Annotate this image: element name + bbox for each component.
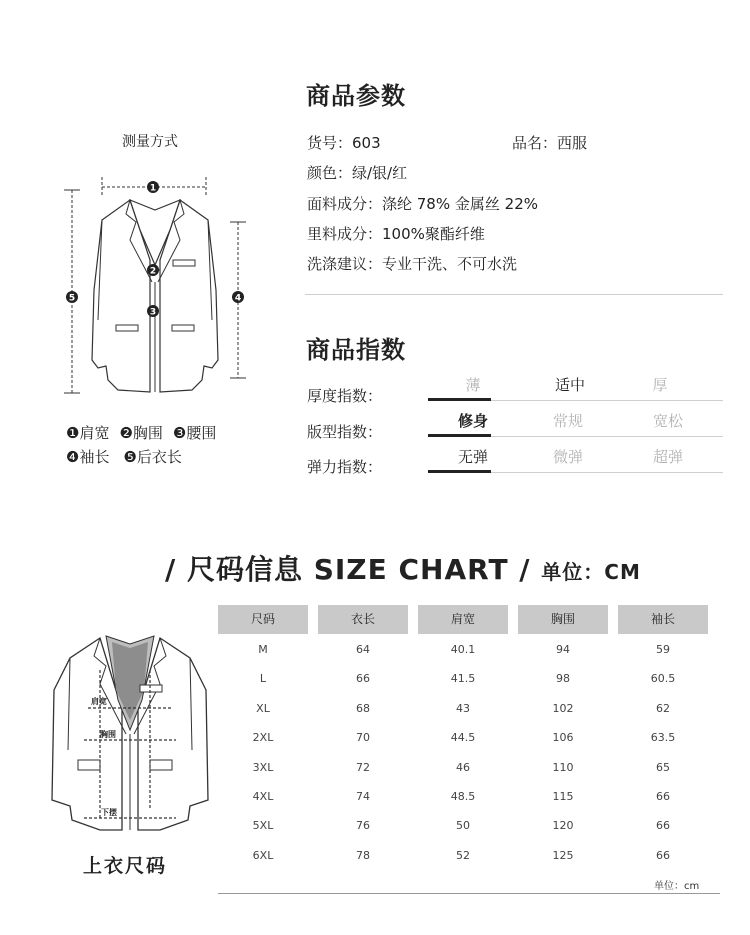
legend-chest: ❷胸围	[119, 424, 163, 442]
header-size: 尺码	[218, 605, 308, 634]
cell-chest-row-4: 106	[552, 731, 574, 745]
measure-legend	[66, 422, 216, 443]
fit-label: 版型指数：	[307, 423, 383, 441]
cell-sleeve-row-6: 66	[656, 790, 670, 803]
cell-size-row-6: 4XL	[252, 790, 274, 803]
cell-size-row-7: 5XL	[252, 819, 274, 833]
size-chart-title: / 尺码信息 SIZE CHART /	[165, 553, 531, 586]
header-sleeve: 袖长	[618, 605, 708, 634]
header-length: 衣长	[318, 605, 408, 634]
footer-unit: 单位：cm	[654, 881, 700, 892]
cell-shoulder-row-2: 41.5	[450, 672, 476, 686]
cell-size-row-2: L	[259, 672, 267, 686]
cell-sleeve-row-8: 66	[656, 848, 670, 862]
header-chest: 胸围	[518, 605, 608, 634]
jacket-size-illustration	[50, 630, 210, 840]
stretch-indicator	[428, 470, 491, 473]
stretch-label: 弹力指数：	[307, 458, 383, 476]
marker-2-label: 2	[149, 266, 157, 277]
thickness-thin: 薄	[465, 376, 481, 394]
size-chart-unit: 单位：CM	[541, 560, 641, 584]
cell-sleeve-row-3: 62	[656, 701, 670, 715]
cell-length-row-1: 64	[356, 643, 370, 656]
jacket-caption: 上衣尺码	[83, 855, 168, 877]
stretch-none: 无弹	[457, 448, 488, 466]
suit-measure-illustration	[60, 170, 260, 400]
cell-length-row-7: 76	[356, 819, 370, 833]
cell-chest-row-2: 98	[556, 672, 570, 686]
cell-shoulder-row-5: 46	[456, 760, 470, 774]
cell-chest-row-3: 102	[552, 701, 574, 715]
stretch-slight: 微弹	[552, 448, 583, 466]
cell-chest-row-1: 94	[556, 643, 570, 656]
marker-5-label: 5	[68, 293, 76, 304]
cell-shoulder-row-3: 43	[456, 701, 470, 715]
thickness-indicator	[428, 398, 491, 401]
cell-length-row-4: 70	[356, 731, 370, 745]
marker-3-label: 3	[149, 307, 157, 318]
legend-back-length: ❺后衣长	[123, 448, 182, 466]
fit-slim: 修身	[457, 412, 488, 430]
lining-info: 里料成分：100%聚酯纤维	[307, 225, 485, 243]
params-divider	[305, 294, 723, 295]
cell-length-row-2: 66	[356, 672, 370, 686]
cell-size-row-1: M	[258, 643, 268, 656]
cell-chest-row-7: 120	[552, 819, 574, 833]
legend-shoulder: ❶肩宽	[66, 424, 110, 442]
fit-indicator	[428, 434, 491, 437]
cell-size-row-8: 6XL	[252, 848, 274, 862]
header-shoulder: 肩宽	[418, 605, 508, 634]
legend-waist: ❸腰围	[172, 424, 217, 442]
fabric-info: 面料成分：涤纶 78% 金属丝 22%	[307, 195, 538, 213]
thickness-thick: 厚	[652, 376, 668, 394]
cell-chest-row-5: 110	[552, 760, 574, 774]
cell-shoulder-row-1: 40.1	[450, 643, 476, 656]
cell-shoulder-row-4: 44.5	[450, 731, 476, 745]
cell-size-row-4: 2XL	[252, 731, 274, 745]
jacket-label-shoulder: 肩宽	[91, 697, 107, 706]
params-title: 商品参数	[306, 82, 406, 110]
cell-length-row-5: 72	[356, 760, 370, 774]
product-name: 品名：西服	[512, 134, 588, 152]
legend-sleeve: ❹袖长	[66, 448, 110, 466]
table-bottom-line	[218, 893, 720, 894]
cell-length-row-6: 74	[356, 790, 370, 803]
color-info: 颜色：绿/银/红	[307, 164, 408, 182]
cell-shoulder-row-8: 52	[456, 848, 470, 862]
jacket-label-hem: 下摆	[101, 808, 117, 817]
cell-shoulder-row-6: 48.5	[450, 790, 476, 803]
thickness-label: 厚度指数：	[307, 387, 383, 405]
marker-1-label: 1	[149, 183, 157, 194]
cell-sleeve-row-4: 63.5	[650, 731, 676, 745]
measure-legend-2	[66, 446, 182, 467]
cell-length-row-3: 68	[356, 701, 370, 715]
thickness-medium: 适中	[554, 376, 585, 394]
indices-title: 商品指数	[306, 336, 406, 364]
cell-sleeve-row-7: 66	[656, 819, 670, 833]
size-chart-heading	[165, 548, 641, 588]
cell-length-row-8: 78	[356, 848, 370, 862]
cell-size-row-3: XL	[256, 701, 270, 715]
care-info: 洗涤建议：专业干洗、不可水洗	[307, 255, 518, 273]
item-no: 货号：603	[307, 134, 381, 152]
cell-chest-row-8: 125	[552, 848, 574, 862]
cell-sleeve-row-5: 65	[656, 760, 670, 774]
cell-sleeve-row-2: 60.5	[650, 672, 676, 686]
stretch-super: 超弹	[652, 448, 683, 466]
cell-sleeve-row-1: 59	[656, 643, 670, 656]
measure-label: 测量方式	[122, 134, 178, 150]
jacket-label-chest: 胸围	[100, 730, 116, 739]
marker-4-label: 4	[234, 293, 242, 304]
fit-regular: 常规	[552, 412, 583, 430]
fit-loose: 宽松	[652, 412, 683, 430]
cell-chest-row-6: 115	[552, 790, 574, 803]
cell-size-row-5: 3XL	[252, 760, 274, 774]
cell-shoulder-row-7: 50	[456, 819, 470, 833]
